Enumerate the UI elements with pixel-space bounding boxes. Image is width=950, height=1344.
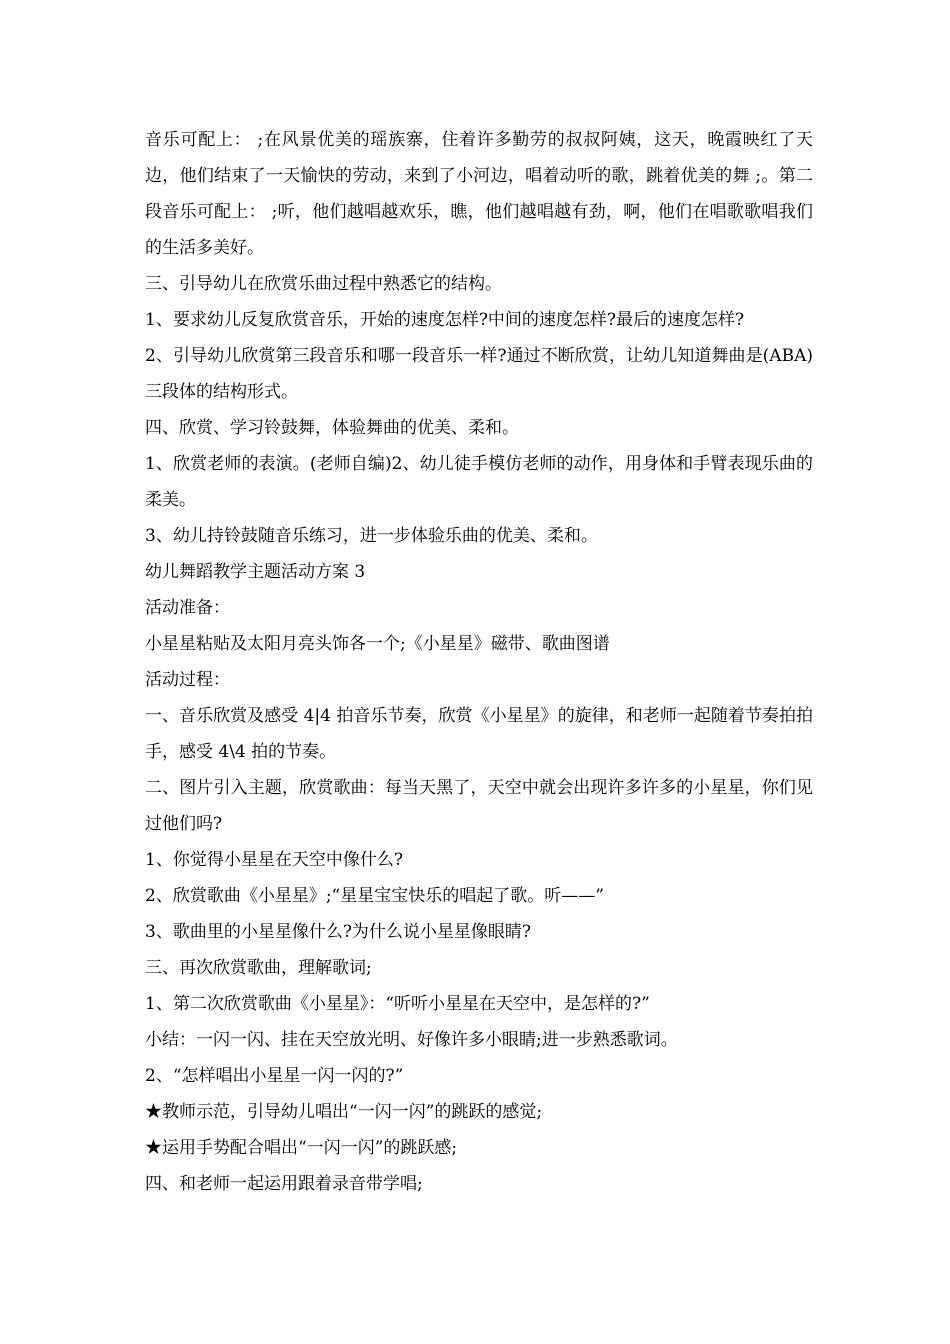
paragraph-materials: 小星星粘贴及太阳月亮头饰各一个;《小星星》磁带、歌曲图谱 bbox=[145, 634, 610, 654]
paragraph-step-four: 四、和老师一起运用跟着录音带学唱; bbox=[145, 1174, 423, 1194]
paragraph-item: 2、“怎样唱出小星星一闪一闪的?” bbox=[145, 1066, 404, 1086]
subheading-preparation: 活动准备： bbox=[145, 598, 230, 618]
paragraph-item: 2、欣赏歌曲《小星星》;“星星宝宝快乐的唱起了歌。听——” bbox=[145, 886, 604, 906]
subheading-process: 活动过程： bbox=[145, 670, 230, 690]
paragraph-item: 1、第二次欣赏歌曲《小星星》：“听听小星星在天空中，是怎样的?” bbox=[145, 994, 650, 1014]
paragraph-star-bullet: ★教师示范，引导幼儿唱出“一闪一闪”的跳跃的感觉; bbox=[145, 1102, 543, 1122]
paragraph-star-bullet: ★运用手势配合唱出“一闪一闪”的跳跃感; bbox=[145, 1138, 458, 1158]
section-title: 幼儿舞蹈教学主题活动方案 3 bbox=[145, 562, 366, 582]
paragraph-step-three: 三、再次欣赏歌曲，理解歌词; bbox=[145, 958, 372, 978]
paragraph-item: 2、引导幼儿欣赏第三段音乐和哪一段音乐一样?通过不断欣赏，让幼儿知道舞曲是(ABA)三段体的结构形式。 bbox=[145, 346, 813, 402]
paragraph-item: 1、你觉得小星星在天空中像什么? bbox=[145, 850, 403, 870]
paragraph-item: 3、幼儿持铃鼓随音乐练习，进一步体验乐曲的优美、柔和。 bbox=[145, 526, 598, 546]
paragraph-item: 1、欣赏老师的表演。(老师自编)2、幼儿徒手模仿老师的动作，用身体和手臂表现乐曲的柔美。 bbox=[145, 454, 813, 510]
paragraph-section-three: 三、引导幼儿在欣赏乐曲过程中熟悉它的结构。 bbox=[145, 274, 502, 294]
paragraph-item: 1、要求幼儿反复欣赏音乐，开始的速度怎样?中间的速度怎样?最后的速度怎样? bbox=[145, 310, 745, 330]
paragraph-summary: 小结：一闪一闪、挂在天空放光明、好像许多小眼睛;进一步熟悉歌词。 bbox=[145, 1030, 678, 1050]
paragraph-music-intro: 音乐可配上： ;在风景优美的瑶族寨，住着许多勤劳的叔叔阿姨，这天，晚霞映红了天边，他们结束了一天愉快的劳动，来到了小河边，唱着动听的歌，跳着优美的舞 ;。第二段音乐可配上： ;听，他们越唱越欢乐，瞧，他们越唱越有劲，啊，他们在唱歌歌唱我们的生活多美好。 bbox=[145, 130, 813, 258]
paragraph-step-one: 一、音乐欣赏及感受 4|4 拍音乐节奏，欣赏《小星星》的旋律，和老师一起随着节奏拍拍手，感受 4\4 拍的节奏。 bbox=[145, 706, 813, 762]
paragraph-item: 3、歌曲里的小星星像什么?为什么说小星星像眼睛? bbox=[145, 922, 532, 942]
document-body bbox=[145, 122, 813, 1202]
paragraph-step-two: 二、图片引入主题，欣赏歌曲：每当天黑了，天空中就会出现许多许多的小星星，你们见过他们吗? bbox=[145, 778, 813, 834]
paragraph-section-four: 四、欣赏、学习铃鼓舞，体验舞曲的优美、柔和。 bbox=[145, 418, 519, 438]
